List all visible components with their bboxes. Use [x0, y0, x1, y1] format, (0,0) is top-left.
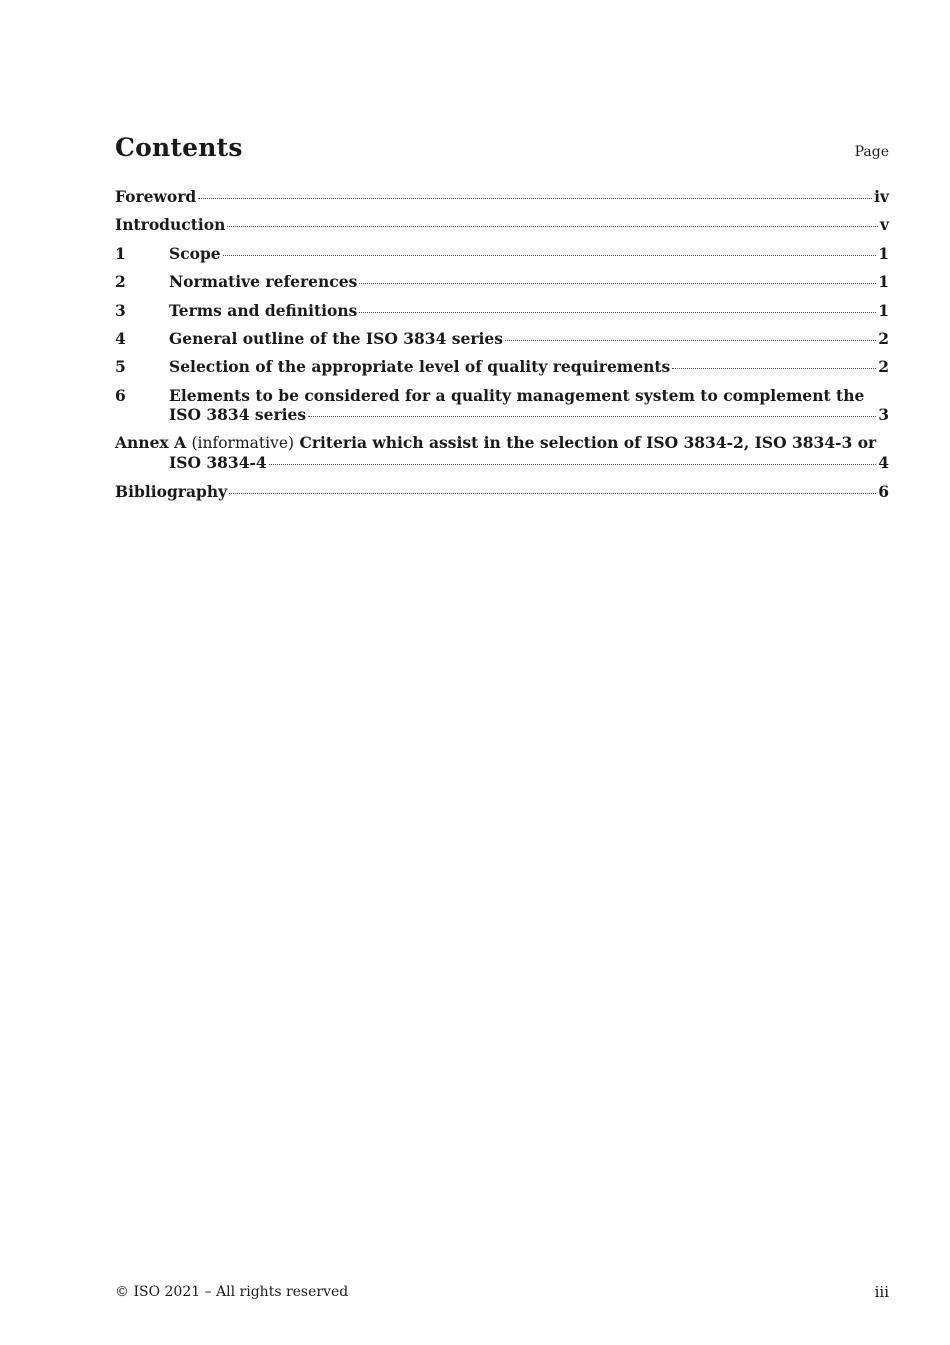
toc-entry-bibliography[interactable] [115, 482, 889, 501]
annex-label: Annex A [115, 433, 187, 453]
table-of-contents [115, 187, 889, 510]
dot-leader [672, 368, 876, 369]
page-title: Contents [115, 133, 243, 162]
toc-clause-number: 6 [115, 385, 126, 405]
toc-entry-title: Foreword [115, 187, 197, 206]
toc-clause-number: 3 [115, 300, 126, 320]
toc-clause-number: 5 [115, 357, 126, 377]
toc-entry-title-line-1: Criteria which assist in the selection of ISO 3834-2, ISO 3834-3 or [299, 433, 877, 453]
dot-leader [229, 493, 876, 494]
toc-entry-title: Introduction [115, 215, 226, 235]
dot-leader [359, 283, 876, 284]
dot-leader [227, 226, 878, 227]
toc-page-number: v [879, 215, 889, 235]
toc-entry-title: General outline of the ISO 3834 series [169, 328, 503, 348]
toc-page-number: 4 [878, 453, 889, 473]
toc-entry-title: Scope [169, 243, 221, 263]
toc-page-number: 1 [878, 272, 889, 292]
toc-page-number: 2 [878, 328, 889, 348]
toc-clause-number: 1 [115, 243, 126, 263]
dot-leader [269, 464, 877, 465]
toc-page-number: iv [874, 187, 889, 206]
toc-page-number: 3 [878, 404, 889, 424]
dot-leader [223, 255, 877, 256]
dot-leader [198, 198, 872, 199]
toc-entry-clause-2[interactable] [115, 272, 889, 291]
toc-clause-number: 4 [115, 328, 126, 348]
toc-entry-foreword[interactable] [115, 187, 889, 206]
toc-entry-title: Bibliography [115, 481, 228, 501]
toc-entry-clause-3[interactable] [115, 301, 889, 320]
toc-clause-number: 2 [115, 272, 126, 292]
toc-entry-title-line-1: Elements to be considered for a quality management system to complement the [169, 385, 865, 405]
toc-entry-title-line-2: ISO 3834-4 [169, 453, 267, 473]
annex-type: (informative) [191, 434, 295, 453]
toc-entry-clause-1[interactable] [115, 244, 889, 263]
toc-entry-title-line-2: ISO 3834 series [169, 404, 307, 424]
toc-entry-title: Normative references [169, 272, 358, 292]
toc-entry-introduction[interactable] [115, 215, 889, 234]
footer-page-number: iii [874, 1283, 889, 1301]
toc-entry-title: Selection of the appropriate level of quality requirements [169, 357, 671, 377]
dot-leader [505, 340, 876, 341]
toc-entry-annex-a[interactable] [115, 433, 889, 472]
toc-page-number: 2 [878, 357, 889, 377]
toc-entry-clause-5[interactable] [115, 357, 889, 376]
dot-leader [308, 416, 876, 417]
toc-entry-clause-6[interactable] [115, 386, 889, 424]
page-column-label: Page [854, 144, 889, 160]
toc-page-number: 1 [878, 300, 889, 320]
toc-page-number: 1 [878, 243, 889, 263]
toc-entry-clause-4[interactable] [115, 329, 889, 348]
footer-copyright: © ISO 2021 – All rights reserved [115, 1284, 349, 1300]
dot-leader [359, 312, 876, 313]
toc-entry-title: Terms and definitions [169, 300, 358, 320]
toc-page-number: 6 [878, 481, 889, 501]
